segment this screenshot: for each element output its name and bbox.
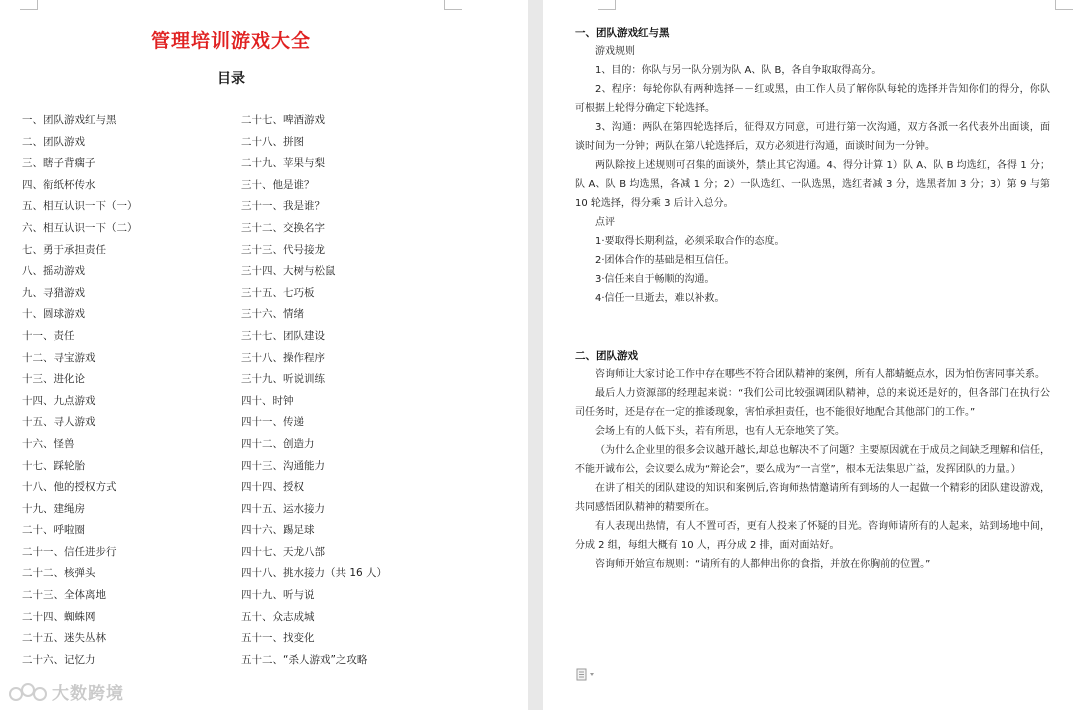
toc-entry[interactable]: 四十四、授权 (241, 481, 304, 494)
section-spacer (575, 308, 1050, 347)
toc-entry[interactable]: 二十六、记忆力 (22, 653, 96, 666)
toc-entry[interactable]: 六、相互认识一下（二） (22, 221, 138, 234)
toc-entry[interactable]: 二十二、核弹头 (22, 567, 96, 580)
toc-entry[interactable]: 二十九、苹果与梨 (241, 157, 325, 170)
toc-entry[interactable]: 十五、寻人游戏 (22, 416, 96, 429)
toc-entry[interactable]: 十、圆球游戏 (22, 308, 85, 321)
toc-entry[interactable]: 十六、怪兽 (22, 437, 75, 450)
toc-entry[interactable]: 二十七、啤酒游戏 (241, 114, 325, 126)
section-heading: 一、团队游戏红与黑 (575, 27, 670, 39)
paragraph: 游戏规则 (595, 46, 635, 57)
watermark-logo-icon (8, 681, 48, 703)
toc-entry[interactable]: 四十一、传递 (241, 416, 304, 429)
toc-entry[interactable]: 二十五、迷失丛林 (22, 632, 106, 645)
watermark-text: 大数跨境 (52, 684, 124, 704)
paragraph: 最后人力资源部的经理起来说：“我们公司比较强调团队精神，总的来说还是好的，但各部门在执行公司任务时，还是存在一定的推诿现象，害怕承担责任，也不能很好地配合其他部门的工作。” (575, 388, 1050, 418)
toc-entry[interactable]: 十二、寻宝游戏 (22, 351, 96, 364)
toc-entry[interactable]: 二十三、全体离地 (22, 589, 106, 602)
toc-column-2 (241, 110, 387, 671)
toc-entry[interactable]: 二、团队游戏 (22, 135, 85, 148)
toc-entry[interactable]: 五十、众志成城 (241, 610, 315, 623)
toc-entry[interactable]: 三十二、交换名字 (241, 221, 325, 234)
toc-column-1 (22, 110, 138, 671)
paragraph: 两队除按上述规则可召集的面谈外，禁止其它沟通。4、得分计算 1）队 A、队 B 均选红，各得 1 分；队 A、队 B 均选黑，各减 1 分；2）一队选红、一队选黑，选红者减 3 分，选黑者加 3 分；3）第 9 与第 10 轮选择，得分乘 3 后计入总分。 (575, 160, 1050, 209)
toc-entry[interactable]: 四十五、运水接力 (241, 502, 325, 515)
crop-mark-top-left (20, 0, 38, 10)
toc-entry[interactable]: 三十九、听说训练 (241, 373, 325, 386)
toc-entry[interactable]: 一、团队游戏红与黑 (22, 114, 117, 126)
document-title: 管理培训游戏大全 (150, 30, 311, 52)
toc-entry[interactable]: 四十、时钟 (241, 394, 294, 407)
document-page-left (0, 0, 528, 710)
toc-entry[interactable]: 四十九、听与说 (241, 589, 315, 602)
toc-entry[interactable]: 二十、呼啦圈 (22, 524, 85, 537)
paragraph: 3·信任来自于畅顺的沟通。 (595, 274, 715, 285)
toc-entry[interactable]: 三十五、七巧板 (241, 286, 315, 299)
toc-entry[interactable]: 三十、他是谁？ (241, 178, 315, 191)
toc-entry[interactable]: 四十二、创造力 (241, 437, 315, 450)
section-heading: 二、团队游戏 (575, 350, 638, 362)
toc-entry[interactable]: 四十三、沟通能力 (241, 459, 325, 472)
watermark (8, 679, 124, 704)
paragraph: 4·信任一旦逝去，难以补救。 (595, 293, 725, 304)
paragraph: 在讲了相关的团队建设的知识和案例后,咨询师热情邀请所有到场的人一起做一个精彩的团队建设游戏，共同感悟团队精神的精要所在。 (575, 483, 1050, 513)
toc-entry[interactable]: 九、寻猎游戏 (22, 286, 85, 299)
toc-entry[interactable]: 三十八、操作程序 (241, 351, 325, 364)
paragraph: 2·团体合作的基础是相互信任。 (595, 255, 735, 266)
toc-entry[interactable]: 五十二、“杀人游戏”之攻略 (241, 653, 368, 666)
paragraph: 点评 (595, 217, 615, 228)
toc-entry[interactable]: 三十七、团队建设 (241, 329, 325, 342)
paragraph: 咨询师让大家讨论工作中存在哪些不符合团队精神的案例，所有人都蜻蜓点水，因为怕伤害同事关系。 (595, 369, 1045, 380)
toc-entry[interactable]: 四、衔纸杯传水 (22, 178, 96, 191)
toc-entry[interactable]: 十九、建绳房 (22, 502, 85, 515)
paragraph: 会场上有的人低下头，若有所思，也有人无奈地笑了笑。 (595, 426, 845, 437)
paragraph: 咨询师开始宣布规则：“请所有的人都伸出你的食指，并放在你胸前的位置。” (595, 559, 931, 570)
toc-entry[interactable]: 四十八、挑水接力（共 16 人） (241, 567, 388, 580)
toc-entry[interactable]: 二十四、蜘蛛网 (22, 610, 96, 623)
paragraph: （为什么企业里的很多会议越开越长,却总也解决不了问题？主要原因就在于成员之间缺乏理解和信任，不能开诚布公，会议要么成为“辩论会”，要么成为“一言堂”，根本无法集思广益，发挥团队的力量。） (575, 445, 1050, 475)
toc-entry[interactable]: 四十七、天龙八部 (241, 545, 325, 558)
paste-options-icon[interactable] (576, 667, 598, 686)
crop-mark-top-left (598, 0, 616, 10)
document-body (575, 24, 1050, 574)
toc-entry[interactable]: 五十一、找变化 (241, 632, 315, 645)
crop-mark-top-right (1055, 0, 1073, 10)
paragraph: 有人表现出热情，有人不置可否，更有人投来了怀疑的目光。咨询师请所有的人起来，站到场地中间，分成 2 组，每组大概有 10 人，再分成 2 排，面对面站好。 (575, 521, 1050, 551)
toc-entry[interactable]: 十四、九点游戏 (22, 394, 96, 407)
toc-entry[interactable]: 二十八、拼图 (241, 135, 304, 148)
paragraph: 1、目的：你队与另一队分别为队 A、队 B，各自争取取得高分。 (595, 65, 882, 76)
document-page-right (543, 0, 1080, 710)
toc-entry[interactable]: 十八、他的授权方式 (22, 481, 117, 494)
toc-entry[interactable]: 十一、责任 (22, 329, 75, 342)
paragraph: 3、沟通：两队在第四轮选择后，征得双方同意，可进行第一次沟通，双方各派一名代表外出面谈，面谈时间为一分钟；两队在第八轮选择后，双方必须进行沟通，面谈时间为一分钟。 (575, 122, 1050, 152)
crop-mark-top-right (444, 0, 462, 10)
toc-entry[interactable]: 三十三、代号接龙 (241, 243, 325, 256)
toc-entry[interactable]: 三、瞎子背瘸子 (22, 157, 96, 170)
paragraph: 2、程序：每轮你队有两种选择－－红或黑，由工作人员了解你队每轮的选择并告知你们的得分，你队可根据上轮得分确定下轮选择。 (575, 84, 1050, 114)
toc-entry[interactable]: 十七、踩轮胎 (22, 459, 85, 472)
toc-entry[interactable]: 四十六、踢足球 (241, 524, 315, 537)
toc-entry[interactable]: 七、勇于承担责任 (22, 243, 106, 256)
toc-entry[interactable]: 五、相互认识一下（一） (22, 200, 138, 213)
toc-heading: 目录 (217, 71, 245, 87)
toc-entry[interactable]: 八、摇动游戏 (22, 265, 85, 278)
paragraph: 1·要取得长期利益，必须采取合作的态度。 (595, 236, 785, 247)
toc-entry[interactable]: 三十六、情绪 (241, 308, 304, 321)
toc-entry[interactable]: 三十一、我是谁？ (241, 200, 325, 213)
toc-entry[interactable]: 三十四、大树与松鼠 (241, 265, 336, 278)
toc-entry[interactable]: 十三、进化论 (22, 373, 85, 386)
toc-entry[interactable]: 二十一、信任进步行 (22, 545, 117, 558)
